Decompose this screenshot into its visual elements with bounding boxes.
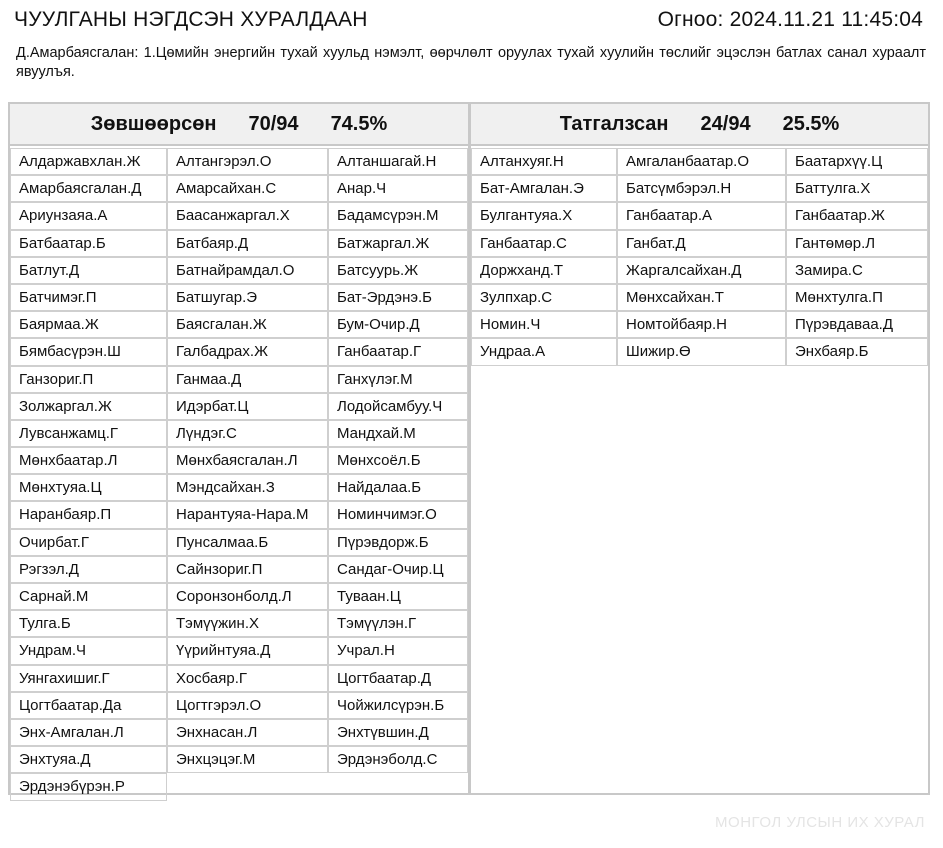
- vote-description: Д.Амарбаясгалан: 1.Цөмийн энергийн тухай хуульд нэмэлт, өөрчлөлт оруулах тухай хуулийн төслийг эцэслэн батлах санал хураалт явуулъя.: [16, 45, 926, 80]
- member-name-cell: Нарантуяа-Нара.М: [167, 501, 328, 528]
- member-name-cell: Ганмаа.Д: [167, 366, 328, 393]
- member-name-cell: Пунсалмаа.Б: [167, 529, 328, 556]
- rejected-panel: [469, 102, 930, 795]
- approved-names-grid: [10, 148, 468, 801]
- member-name-cell: Гантөмөр.Л: [786, 230, 928, 257]
- approved-count: 70/94: [248, 112, 299, 135]
- member-name-cell: Баатархүү.Ц: [786, 148, 928, 175]
- member-name-cell: Амгаланбаатар.О: [617, 148, 786, 175]
- watermark: МОНГОЛ УЛСЫН ИХ ХУРАЛ: [715, 814, 925, 831]
- rejected-header: [471, 104, 928, 146]
- date-label: Огноо:: [657, 8, 724, 31]
- member-name-cell: Шижир.Ө: [617, 338, 786, 365]
- member-name-cell: Золжаргал.Ж: [10, 393, 167, 420]
- member-name-cell: Батжаргал.Ж: [328, 230, 468, 257]
- member-name-cell: Анар.Ч: [328, 175, 468, 202]
- member-name-cell: Учрал.Н: [328, 637, 468, 664]
- member-name-cell: Ариунзаяа.А: [10, 202, 167, 229]
- member-name-cell: Ганхүлэг.М: [328, 366, 468, 393]
- member-name-cell: Баасанжаргал.Х: [167, 202, 328, 229]
- member-name-cell: Лодойсамбуу.Ч: [328, 393, 468, 420]
- member-name-cell: Баясгалан.Ж: [167, 311, 328, 338]
- member-name-cell: Рэгзэл.Д: [10, 556, 167, 583]
- date-value: 2024.11.21 11:45:04: [729, 8, 923, 31]
- rejected-count: 24/94: [700, 112, 751, 135]
- member-name-cell: Жаргалсайхан.Д: [617, 257, 786, 284]
- member-name-cell: Мөнхтулга.П: [786, 284, 928, 311]
- member-name-cell: Батсуурь.Ж: [328, 257, 468, 284]
- member-name-cell: Цогтгэрэл.О: [167, 692, 328, 719]
- member-name-cell: Амарсайхан.С: [167, 175, 328, 202]
- member-name-cell: Бямбасүрэн.Ш: [10, 338, 167, 365]
- approved-percent: 74.5%: [330, 112, 388, 135]
- member-name-cell: Наранбаяр.П: [10, 501, 167, 528]
- member-name-cell: Мөнхсоёл.Б: [328, 447, 468, 474]
- member-name-cell: Энхбаяр.Б: [786, 338, 928, 365]
- member-name-cell: Энхцэцэг.М: [167, 746, 328, 773]
- member-name-cell: Алтангэрэл.О: [167, 148, 328, 175]
- member-name-cell: Энхтуяа.Д: [10, 746, 167, 773]
- member-name-cell: Идэрбат.Ц: [167, 393, 328, 420]
- member-name-cell: Тулга.Б: [10, 610, 167, 637]
- member-name-cell: Мөнхбаатар.Л: [10, 447, 167, 474]
- member-name-cell: Булгантуяа.Х: [471, 202, 617, 229]
- member-name-cell: Тэмүүлэн.Г: [328, 610, 468, 637]
- member-name-cell: Ганзориг.П: [10, 366, 167, 393]
- rejected-names-grid: [471, 148, 928, 366]
- member-name-cell: Номтойбаяр.Н: [617, 311, 786, 338]
- member-name-cell: Очирбат.Г: [10, 529, 167, 556]
- member-name-cell: Сандаг-Очир.Ц: [328, 556, 468, 583]
- rejected-percent: 25.5%: [782, 112, 840, 135]
- member-name-cell: Мөнхтуяа.Ц: [10, 474, 167, 501]
- rejected-label: Татгалзсан: [559, 112, 669, 135]
- member-name-cell: Үүрийнтуяа.Д: [167, 637, 328, 664]
- member-name-cell: Ганбаатар.С: [471, 230, 617, 257]
- member-name-cell: Туваан.Ц: [328, 583, 468, 610]
- member-name-cell: Мөнхбаясгалан.Л: [167, 447, 328, 474]
- member-name-cell: Батбаатар.Б: [10, 230, 167, 257]
- member-name-cell: Ганбаатар.Ж: [786, 202, 928, 229]
- member-name-cell: Мандхай.М: [328, 420, 468, 447]
- member-name-cell: Номин.Ч: [471, 311, 617, 338]
- member-name-cell: Сайнзориг.П: [167, 556, 328, 583]
- member-name-cell: Сарнай.М: [10, 583, 167, 610]
- member-name-cell: Батшугар.Э: [167, 284, 328, 311]
- approved-label: Зөвшөөрсөн: [90, 112, 217, 135]
- member-name-cell: Баярмаа.Ж: [10, 311, 167, 338]
- member-name-cell: Мэндсайхан.З: [167, 474, 328, 501]
- member-name-cell: Ундраа.А: [471, 338, 617, 365]
- member-name-cell: Пүрэвдорж.Б: [328, 529, 468, 556]
- member-name-cell: Соронзонболд.Л: [167, 583, 328, 610]
- member-name-cell: Доржханд.Т: [471, 257, 617, 284]
- member-name-cell: Зулпхар.С: [471, 284, 617, 311]
- member-name-cell: Ганбаатар.А: [617, 202, 786, 229]
- member-name-cell: Ундрам.Ч: [10, 637, 167, 664]
- member-name-cell: Лүндэг.С: [167, 420, 328, 447]
- approved-panel: [8, 102, 470, 795]
- member-name-cell: Эрдэнэболд.С: [328, 746, 468, 773]
- member-name-cell: Бат-Эрдэнэ.Б: [328, 284, 468, 311]
- member-name-cell: Батнайрамдал.О: [167, 257, 328, 284]
- member-name-cell: Мөнхсайхан.Т: [617, 284, 786, 311]
- member-name-cell: Эрдэнэбүрэн.Р: [10, 773, 167, 800]
- member-name-cell: Батсүмбэрэл.Н: [617, 175, 786, 202]
- member-name-cell: Алтаншагай.Н: [328, 148, 468, 175]
- member-name-cell: Уянгахишиг.Г: [10, 665, 167, 692]
- member-name-cell: Баттулга.Х: [786, 175, 928, 202]
- member-name-cell: Номинчимэг.О: [328, 501, 468, 528]
- member-name-cell: Хосбаяр.Г: [167, 665, 328, 692]
- member-name-cell: Пүрэвдаваа.Д: [786, 311, 928, 338]
- member-name-cell: Алдаржавхлан.Ж: [10, 148, 167, 175]
- member-name-cell: Галбадрах.Ж: [167, 338, 328, 365]
- member-name-cell: Амарбаясгалан.Д: [10, 175, 167, 202]
- member-name-cell: Батчимэг.П: [10, 284, 167, 311]
- member-name-cell: Лувсанжамц.Г: [10, 420, 167, 447]
- member-name-cell: Найдалаа.Б: [328, 474, 468, 501]
- member-name-cell: Бат-Амгалан.Э: [471, 175, 617, 202]
- session-date: [658, 8, 923, 32]
- member-name-cell: Чойжилсүрэн.Б: [328, 692, 468, 719]
- session-title: ЧУУЛГАНЫ НЭГДСЭН ХУРАЛДААН: [14, 8, 368, 31]
- member-name-cell: Цогтбаатар.Д: [328, 665, 468, 692]
- member-name-cell: Цогтбаатар.Да: [10, 692, 167, 719]
- member-name-cell: Бум-Очир.Д: [328, 311, 468, 338]
- member-name-cell: Тэмүүжин.Х: [167, 610, 328, 637]
- member-name-cell: Бадамсүрэн.М: [328, 202, 468, 229]
- member-name-cell: Ганбаатар.Г: [328, 338, 468, 365]
- member-name-cell: Батлут.Д: [10, 257, 167, 284]
- member-name-cell: Энхтүвшин.Д: [328, 719, 468, 746]
- approved-header: [10, 104, 468, 146]
- member-name-cell: Энх-Амгалан.Л: [10, 719, 167, 746]
- member-name-cell: Ганбат.Д: [617, 230, 786, 257]
- member-name-cell: Батбаяр.Д: [167, 230, 328, 257]
- page-header: [14, 8, 923, 32]
- member-name-cell: Алтанхуяг.Н: [471, 148, 617, 175]
- member-name-cell: Энхнасан.Л: [167, 719, 328, 746]
- member-name-cell: Замира.С: [786, 257, 928, 284]
